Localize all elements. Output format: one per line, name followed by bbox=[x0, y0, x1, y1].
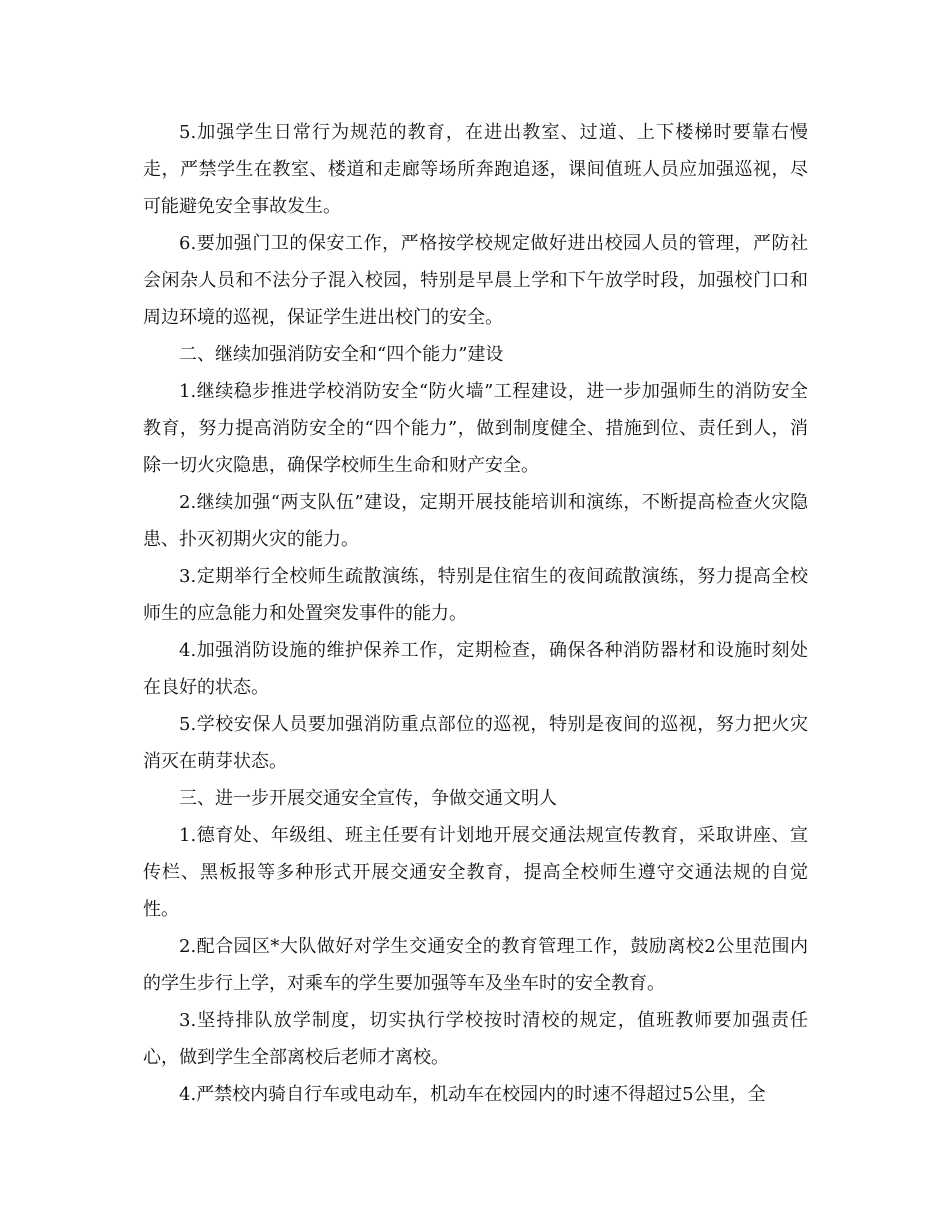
paragraph-section2-item4: 4.加强消防设施的维护保养工作，定期检查，确保各种消防器材和设施时刻处在良好的状态。 bbox=[143, 640, 808, 698]
paragraph-section3-item3: 3.坚持排队放学制度，切实执行学校按时清校的规定，值班教师要加强责任心，做到学生全部离校后老师才离校。 bbox=[143, 1010, 808, 1068]
paragraph-section1-item5: 5.加强学生日常行为规范的教育，在进出教室、过道、上下楼梯时要靠右慢走，严禁学生在教室、楼道和走廊等场所奔跑追逐，课间值班人员应加强巡视，尽可能避免安全事故发生。 bbox=[143, 122, 808, 217]
paragraph-section1-item6: 6.要加强门卫的保安工作，严格按学校规定做好进出校园人员的管理，严防社会闲杂人员和不法分子混入校园，特别是早晨上学和下午放学时段，加强校门口和周边环境的巡视，保证学生进出校门的安全。 bbox=[143, 233, 808, 328]
document-body bbox=[143, 114, 808, 1113]
paragraph-section3-item1: 1.德育处、年级组、班主任要有计划地开展交通法规宣传教育，采取讲座、宣传栏、黑板报等多种形式开展交通安全教育，提高全校师生遵守交通法规的自觉性。 bbox=[143, 825, 808, 920]
section-heading-fire-safety: 二、继续加强消防安全和“四个能力”建设 bbox=[179, 344, 504, 365]
paragraph-section2-item1: 1.继续稳步推进学校消防安全“防火墙”工程建设，进一步加强师生的消防安全教育，努力提高消防安全的“四个能力”，做到制度健全、措施到位、责任到人，消除一切火灾隐患，确保学校师生生命和财产安全。 bbox=[143, 381, 808, 476]
paragraph-section2-item3: 3.定期举行全校师生疏散演练，特别是住宿生的夜间疏散演练，努力提高全校师生的应急能力和处置突发事件的能力。 bbox=[143, 566, 808, 624]
paragraph-section2-item5: 5.学校安保人员要加强消防重点部位的巡视，特别是夜间的巡视，努力把火灾消灭在萌芽状态。 bbox=[143, 714, 808, 772]
section-heading-traffic-safety: 三、进一步开展交通安全宣传，争做交通文明人 bbox=[179, 788, 557, 809]
paragraph-section3-item4: 4.严禁校内骑自行车或电动车，机动车在校园内的时速不得超过5公里，全 bbox=[179, 1084, 766, 1105]
paragraph-section3-item2: 2.配合园区*大队做好对学生交通安全的教育管理工作，鼓励离校2公里范围内的学生步行上学，对乘车的学生要加强等车及坐车时的安全教育。 bbox=[143, 936, 808, 994]
paragraph-section2-item2: 2.继续加强“两支队伍”建设，定期开展技能培训和演练，不断提高检查火灾隐患、扑灭初期火灾的能力。 bbox=[143, 492, 808, 550]
